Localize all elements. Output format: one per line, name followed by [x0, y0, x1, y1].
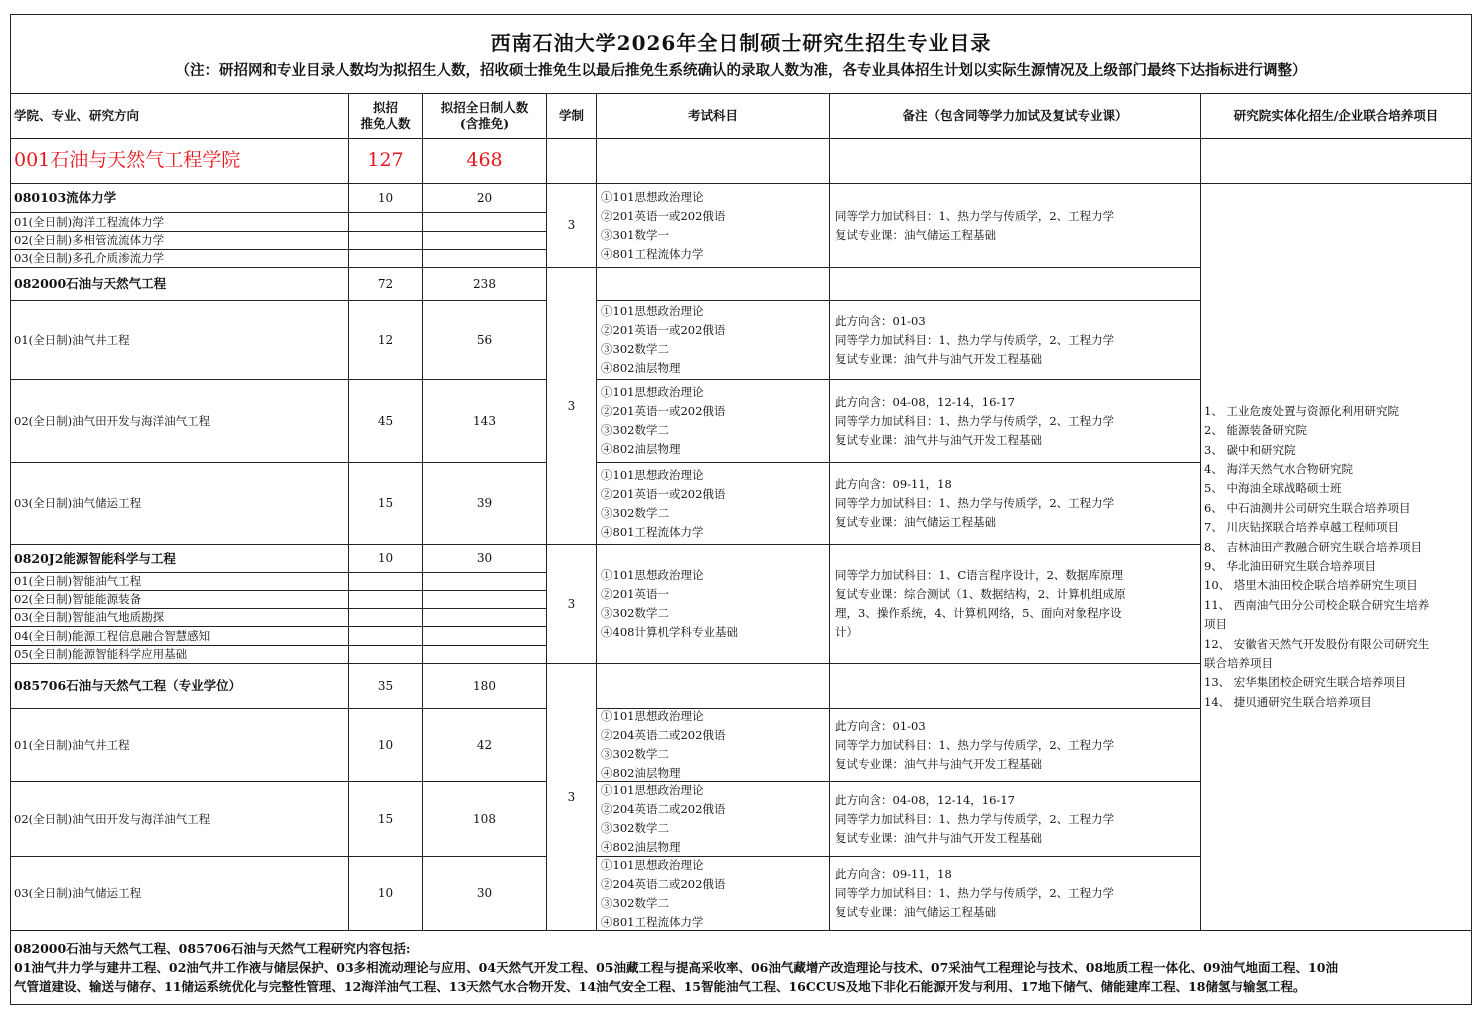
major-total: 180 [422, 663, 547, 709]
exam-item: ②201英语一 [601, 587, 669, 601]
exam-item: ②201英语一或202俄语 [601, 208, 726, 223]
remark-line: 复试专业课：油气井与油气开发工程基础 [835, 830, 1042, 845]
direction-name: 02(全日制)多相管流流体力学 [10, 231, 349, 250]
direction-total: 30 [422, 856, 547, 931]
exam-item: ③302数学二 [601, 606, 669, 620]
project-item: 7、 川庆钻探联合培养卓越工程师项目 [1204, 520, 1399, 535]
project-item: 14、 捷贝通研究生联合培养项目 [1204, 694, 1372, 709]
remark-line: 同等学力加试科目：1、热力学与传质学，2、工程力学 [835, 332, 1115, 347]
direction-exempt: 15 [348, 462, 423, 545]
direction-total-empty [422, 645, 547, 664]
direction-name: 04(全日制)能源工程信息融合智慧感知 [10, 626, 349, 646]
direction-exempt: 10 [348, 856, 423, 931]
college-name: 001石油与天然气工程学院 [10, 138, 349, 184]
direction-exempt-empty [348, 249, 423, 268]
header-remarks: 备注（包含同等学力加试及复试专业课） [829, 93, 1201, 139]
direction-exempt-empty [348, 608, 423, 627]
exam-item: ④801工程流体力学 [601, 246, 704, 261]
major-name: 080103流体力学 [10, 183, 349, 213]
direction-total-empty [422, 590, 547, 609]
direction-total: 42 [422, 708, 547, 782]
remark-line: 复试专业课：油气储运工程基础 [835, 515, 996, 529]
direction-name: 05(全日制)能源智能科学应用基础 [10, 645, 349, 664]
header-duration: 学制 [546, 93, 597, 139]
direction-total-empty [422, 626, 547, 646]
exam-subjects [596, 379, 830, 463]
exam-subjects [596, 781, 830, 857]
major-exempt: 10 [348, 183, 423, 213]
direction-total-empty [422, 608, 547, 627]
remarks [829, 781, 1201, 857]
exam-item: ④802油层物理 [601, 840, 681, 854]
exam-item: ①101思想政治理论 [601, 709, 704, 723]
major-name: 085706石油与天然气工程（专业学位） [10, 663, 349, 709]
exam-item: ①101思想政治理论 [601, 304, 704, 318]
project-item: 4、 海洋天然气水合物研究院 [1204, 461, 1353, 476]
remark-line: 理，3、操作系统，4、计算机网络，5、面向对象程序设 [835, 606, 1122, 620]
exam-item: ④408计算机学科专业基础 [601, 625, 738, 639]
project-item: 11、 西南油气田分公司校企联合研究生培养 [1204, 597, 1430, 612]
direction-name: 03(全日制)油气储运工程 [10, 856, 349, 931]
direction-name: 02(全日制)油气田开发与海洋油气工程 [10, 379, 349, 463]
exam-subjects [596, 300, 830, 380]
major-exempt: 10 [348, 544, 423, 573]
remark-line: 此方向含：01-03 [835, 313, 926, 328]
remark-line: 此方向含：04-08，12-14，16-17 [835, 394, 1015, 409]
project-item: 9、 华北油田研究生联合培养项目 [1204, 559, 1376, 573]
major-duration: 3 [546, 267, 597, 545]
exam-item: ①101思想政治理论 [601, 568, 704, 582]
direction-exempt: 10 [348, 708, 423, 782]
direction-exempt: 45 [348, 379, 423, 463]
page-title: 西南石油大学2026年全日制硕士研究生招生专业目录 [490, 31, 992, 56]
admission-note: （注：研招网和专业目录人数均为拟招生人数，招收硕士推免生以最后推免生系统确认的录取人数为准，各专业具体招生计划以实际生源情况及上级部门最终下达指标进行调整） [175, 62, 1307, 80]
direction-total-empty [422, 212, 547, 232]
exam-item: ③302数学二 [601, 895, 669, 910]
exam-item: ④802油层物理 [601, 442, 681, 456]
exam-item: ③302数学二 [601, 423, 669, 437]
remarks [829, 183, 1201, 268]
remark-line: 同等学力加试科目：1、热力学与传质学，2、工程力学 [835, 737, 1115, 752]
exam-subjects [596, 544, 830, 664]
major-name: 0820J2能源智能科学与工程 [10, 544, 349, 573]
exam-item: ①101思想政治理论 [601, 385, 704, 399]
major-duration: 3 [546, 544, 597, 664]
remark-empty [829, 267, 1201, 301]
direction-name: 03(全日制)油气储运工程 [10, 462, 349, 545]
title-block [10, 14, 1472, 94]
college-exams-empty [596, 138, 830, 184]
major-duration: 3 [546, 183, 597, 268]
exam-empty [596, 663, 830, 709]
project-item: 12、 安徽省天然气开发股份有限公司研究生 [1204, 636, 1430, 651]
remark-line: 此方向含：01-03 [835, 718, 926, 733]
exam-empty [596, 267, 830, 301]
direction-exempt: 12 [348, 300, 423, 380]
college-total: 468 [422, 138, 547, 184]
direction-exempt-empty [348, 645, 423, 664]
header-total-line2: (含推免) [459, 116, 510, 131]
remark-line: 复试专业课：油气储运工程基础 [835, 905, 996, 919]
remark-line: 此方向含：09-11，18 [835, 477, 952, 491]
direction-name: 03(全日制)智能油气地质勘探 [10, 608, 349, 627]
major-total: 30 [422, 544, 547, 573]
exam-subjects [596, 856, 830, 931]
exam-item: ②204英语二或202俄语 [601, 728, 726, 742]
project-item: 8、 吉林油田产教融合研究生联合培养项目 [1204, 539, 1422, 554]
major-exempt: 35 [348, 663, 423, 709]
direction-name: 01(全日制)油气井工程 [10, 300, 349, 380]
project-item: 项目 [1204, 617, 1227, 632]
exam-item: ④801工程流体力学 [601, 914, 704, 929]
remark-line: 复试专业课：油气井与油气开发工程基础 [835, 756, 1042, 771]
direction-total-empty [422, 249, 547, 268]
major-duration: 3 [546, 663, 597, 931]
exam-item: ②204英语二或202俄语 [601, 802, 726, 816]
college-exempt: 127 [348, 138, 423, 184]
direction-exempt: 15 [348, 781, 423, 857]
exam-item: ③302数学二 [601, 505, 669, 520]
remark-line: 复试专业课：油气储运工程基础 [835, 227, 996, 242]
remarks [829, 462, 1201, 545]
exam-item: ④802油层物理 [601, 361, 681, 375]
exam-item: ①101思想政治理论 [601, 189, 704, 204]
remark-line: 同等学力加试科目：1、热力学与传质学，2、工程力学 [835, 811, 1115, 826]
direction-exempt-empty [348, 572, 423, 591]
exam-item: ③301数学一 [601, 227, 669, 242]
exam-item: ①101思想政治理论 [601, 783, 704, 797]
direction-name: 03(全日制)多孔介质渗流力学 [10, 249, 349, 268]
exam-item: ②201英语一或202俄语 [601, 323, 726, 337]
remarks [829, 856, 1201, 931]
remarks [829, 300, 1201, 380]
major-total: 238 [422, 267, 547, 301]
exam-item: ④802油层物理 [601, 766, 681, 780]
direction-total: 143 [422, 379, 547, 463]
exam-subjects [596, 462, 830, 545]
header-exempt [348, 93, 423, 139]
header-exempt-line1: 拟招 [372, 100, 398, 116]
header-total [422, 93, 547, 139]
remark-line: 此方向含：04-08，12-14，16-17 [835, 792, 1015, 807]
direction-exempt-empty [348, 231, 423, 250]
college-remarks-empty [829, 138, 1201, 184]
joint-projects-list [1200, 183, 1472, 931]
direction-total: 39 [422, 462, 547, 545]
major-exempt: 72 [348, 267, 423, 301]
exam-subjects [596, 183, 830, 268]
college-projects-empty [1200, 138, 1472, 184]
project-item: 5、 中海油全球战略硕士班 [1204, 481, 1342, 496]
direction-total: 108 [422, 781, 547, 857]
project-item: 3、 碳中和研究院 [1204, 442, 1296, 457]
direction-exempt-empty [348, 212, 423, 232]
exam-item: ①101思想政治理论 [601, 467, 704, 482]
remarks [829, 708, 1201, 782]
research-content-footer [10, 930, 1472, 1005]
project-item: 13、 宏华集团校企研究生联合培养项目 [1204, 675, 1407, 690]
direction-name: 01(全日制)油气井工程 [10, 708, 349, 782]
remark-line: 此方向含：09-11，18 [835, 867, 952, 881]
project-item: 10、 塔里木油田校企联合培养研究生项目 [1204, 578, 1418, 593]
direction-name: 01(全日制)海洋工程流体力学 [10, 212, 349, 232]
direction-exempt-empty [348, 590, 423, 609]
exam-item: ②201英语一或202俄语 [601, 486, 726, 501]
direction-total: 56 [422, 300, 547, 380]
remark-empty [829, 663, 1201, 709]
exam-item: ④801工程流体力学 [601, 524, 704, 539]
direction-exempt-empty [348, 626, 423, 646]
header-exams: 考试科目 [596, 93, 830, 139]
remark-line: 同等学力加试科目：1、热力学与传质学，2、工程力学 [835, 496, 1115, 510]
project-item: 6、 中石油测井公司研究生联合培养项目 [1204, 500, 1411, 515]
footer-line: 082000石油与天然气工程、085706石油与天然气工程研究内容包括: [14, 941, 411, 956]
project-item: 1、 工业危废处置与资源化利用研究院 [1204, 403, 1399, 418]
direction-name: 02(全日制)智能能源装备 [10, 590, 349, 609]
remark-line: 复试专业课：油气井与油气开发工程基础 [835, 351, 1042, 366]
remark-line: 复试专业课：综合测试（1、数据结构，2、计算机组成原 [835, 587, 1126, 601]
exam-item: ②204英语二或202俄语 [601, 876, 726, 891]
header-total-line1: 拟招全日制人数 [440, 100, 529, 116]
remark-line: 计） [835, 625, 858, 639]
direction-name: 01(全日制)智能油气工程 [10, 572, 349, 591]
remarks [829, 544, 1201, 664]
direction-total-empty [422, 231, 547, 250]
footer-line: 01油气井力学与建井工程、02油气井工作液与储层保护、03多相流动理论与应用、04天然气开发工程、05油藏工程与提高采收率、06油气藏增产改造理论与技术、07采油气工程理论与技术、08地质工程一体化、09油气地面工程、10油 [14, 960, 1338, 975]
exam-item: ③302数学二 [601, 747, 669, 761]
exam-item: ②201英语一或202俄语 [601, 404, 726, 418]
major-name: 082000石油与天然气工程 [10, 267, 349, 301]
college-duration-empty [546, 138, 597, 184]
remark-line: 同等学力加试科目：1、热力学与传质学，2、工程力学 [835, 413, 1115, 428]
remark-line: 同等学力加试科目：1、热力学与传质学，2、工程力学 [835, 886, 1115, 900]
header-program: 学院、专业、研究方向 [10, 93, 349, 139]
remark-line: 同等学力加试科目：1、热力学与传质学，2、工程力学 [835, 208, 1115, 223]
major-total: 20 [422, 183, 547, 213]
remarks [829, 379, 1201, 463]
remark-line: 同等学力加试科目：1、C语言程序设计，2、数据库原理 [835, 568, 1123, 582]
exam-subjects [596, 708, 830, 782]
header-exempt-line2: 推免人数 [360, 116, 411, 131]
header-projects: 研究院实体化招生/企业联合培养项目 [1200, 93, 1472, 139]
project-item: 2、 能源装备研究院 [1204, 423, 1307, 438]
direction-total-empty [422, 572, 547, 591]
footer-line: 气管道建设、输送与储存、11储运系统优化与完整性管理、12海洋油气工程、13天然气水合物开发、14油气安全工程、15智能油气工程、16CCUS及地下非化石能源开发与利用、17地下储气、储能建库工程、18储氢与输氢工程。 [14, 979, 1306, 994]
exam-item: ③302数学二 [601, 342, 669, 356]
project-item: 联合培养项目 [1204, 656, 1273, 671]
exam-item: ③302数学二 [601, 821, 669, 835]
direction-name: 02(全日制)油气田开发与海洋油气工程 [10, 781, 349, 857]
remark-line: 复试专业课：油气井与油气开发工程基础 [835, 432, 1042, 447]
exam-item: ①101思想政治理论 [601, 857, 704, 872]
